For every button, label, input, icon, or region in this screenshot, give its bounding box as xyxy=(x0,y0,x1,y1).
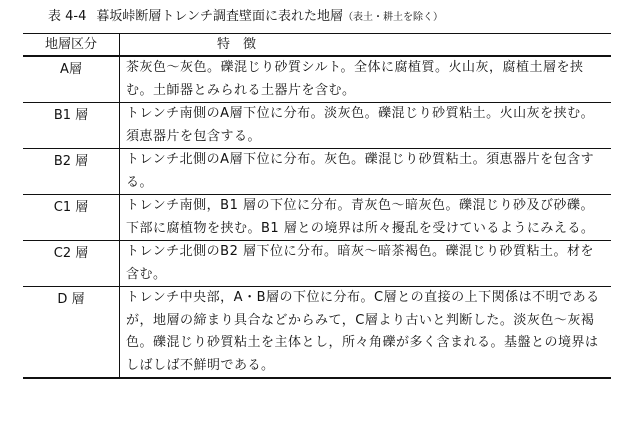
stratum-description: トレンチ中央部，A・B層の下位に分布。C層との直接の上下関係は不明であるが，地層の締まり具合などからみて，C層より古いと判断した。淡灰色～灰褐色。礫混じり砂質粘土を主体とし，所々角礫が多く含まれる。基盤との境界はしばしば不鮮明である。 xyxy=(120,287,612,379)
table-row xyxy=(23,195,611,241)
stratum-name: A層 xyxy=(23,56,120,103)
stratum-description: トレンチ南側，B1 層の下位に分布。青灰色～暗灰色。礫混じり砂及び砂礫。下部に腐植物を挟む。B1 層との境界は所々擾乱を受けているようにみえる。 xyxy=(120,195,612,241)
stratum-name: D 層 xyxy=(23,287,120,379)
stratum-name: C1 層 xyxy=(23,195,120,241)
stratum-name: B2 層 xyxy=(23,149,120,195)
stratum-description: トレンチ北側のA層下位に分布。灰色。礫混じり砂質粘土。須恵器片を包含する。 xyxy=(120,149,612,195)
table-caption xyxy=(48,8,443,27)
table-number: 表 4-4 xyxy=(48,9,87,24)
stratum-name: B1 層 xyxy=(23,103,120,149)
table-row xyxy=(23,56,611,103)
table-row xyxy=(23,103,611,149)
table-row xyxy=(23,241,611,287)
stratum-description: トレンチ南側のA層下位に分布。淡灰色。礫混じり砂質粘土。火山灰を挟む。須恵器片を包含する。 xyxy=(120,103,612,149)
table-title: 暮坂峠断層トレンチ調査壁面に表れた地層 xyxy=(96,9,344,24)
stratum-description: トレンチ北側のB2 層下位に分布。暗灰～暗茶褐色。礫混じり砂質粘土。材を含む。 xyxy=(120,241,612,287)
header-stratum: 地層区分 xyxy=(23,34,120,57)
header-row xyxy=(23,34,611,57)
stratum-name: C2 層 xyxy=(23,241,120,287)
stratum-description: 茶灰色～灰色。礫混じり砂質シルト。全体に腐植質。火山灰，腐植土層を挟む。土師器とみられる土器片を含む。 xyxy=(120,56,612,103)
table-row xyxy=(23,149,611,195)
table-row xyxy=(23,287,611,379)
header-feature: 特 徴 xyxy=(120,34,612,57)
table-note: （表土・耕土を除く） xyxy=(343,12,444,23)
stratum-table xyxy=(23,33,611,379)
